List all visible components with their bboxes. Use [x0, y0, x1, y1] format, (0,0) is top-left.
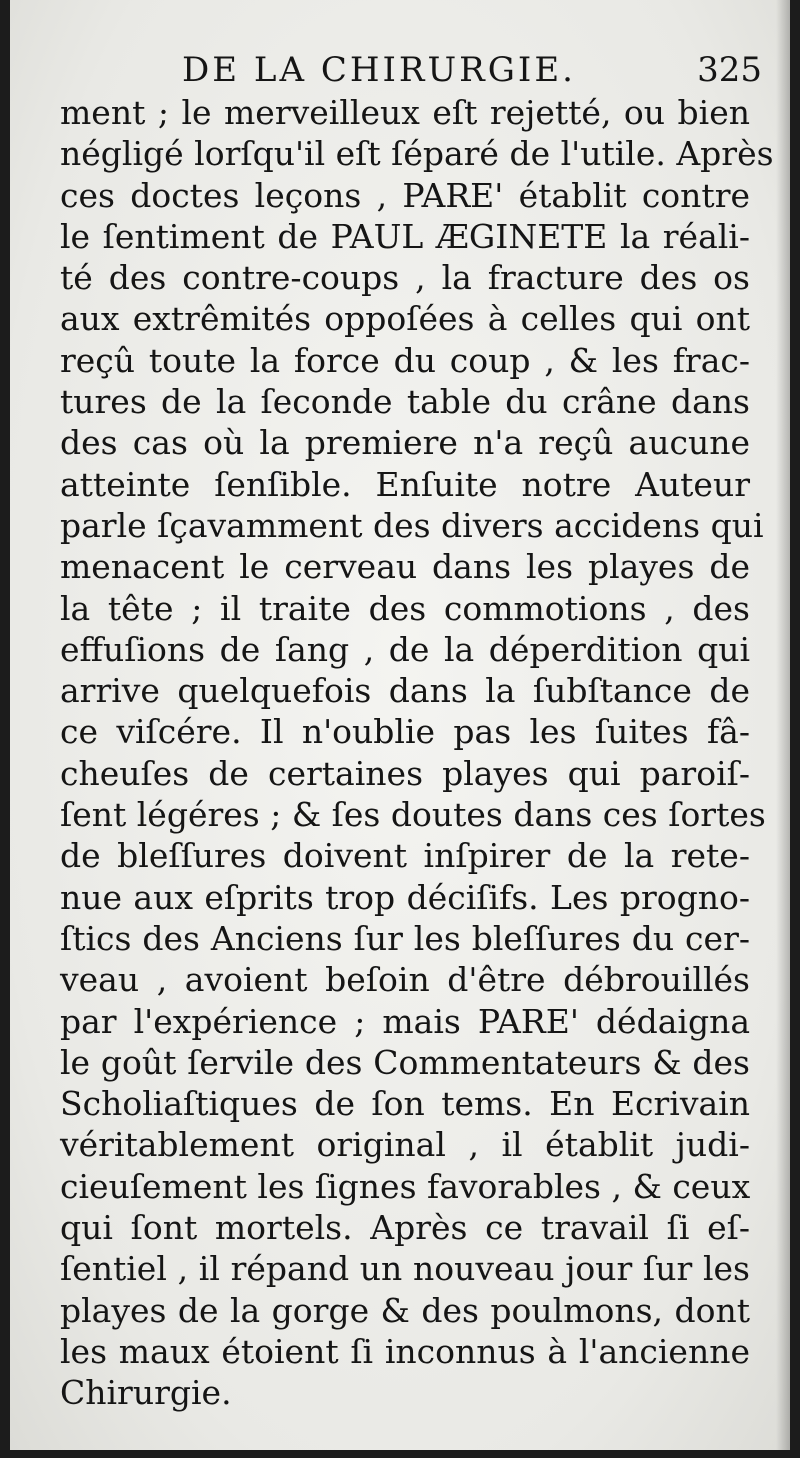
body-text: [60, 92, 774, 1414]
text-line: té des contre-coups , la fracture des os: [60, 258, 750, 298]
text-line: ce viſcére. Il n'oublie pas les ſuites fâ-: [60, 712, 750, 752]
text-line: les maux étoient ſi inconnus à l'ancienne: [60, 1331, 750, 1371]
page-edge-shadow: [776, 0, 790, 1450]
text-line: veau , avoient beſoin d'être débrouillés: [60, 960, 750, 1000]
text-line: Chirurgie.: [60, 1373, 232, 1413]
text-line: négligé lorſqu'il eſt ſéparé de l'utile. Après: [60, 134, 774, 174]
text-line: ſent légéres ; & ſes doutes dans ces ſortes: [60, 795, 766, 835]
text-line: des cas où la premiere n'a reçû aucune: [60, 423, 750, 463]
text-line: ſentiel , il répand un nouveau jour ſur les: [60, 1249, 750, 1289]
text-line: menacent le cerveau dans les playes de: [60, 547, 750, 587]
page-number: 325: [697, 50, 762, 90]
text-line: le ſentiment de PAUL ÆGINETE la réali-: [60, 216, 750, 256]
running-title: DE LA CHIRURGIE.: [182, 50, 576, 90]
text-line: ment ; le merveilleux eſt rejetté, ou bien: [60, 93, 750, 132]
text-line: parle ſçavamment des divers accidens qui: [60, 505, 764, 545]
text-line: ces doctes leçons , PARE' établit contre: [60, 175, 750, 215]
text-line: le goût ſervile des Commentateurs & des: [60, 1042, 750, 1082]
text-line: cieuſement les ſignes favorables , & ceux: [60, 1166, 751, 1206]
text-line: ſtics des Anciens ſur les bleſſures du cer-: [60, 918, 750, 958]
text-line: qui ſont mortels. Après ce travail ſi eſ-: [60, 1208, 750, 1248]
text-line: effuſions de ſang , de la déperdition qui: [60, 629, 750, 669]
text-line: véritablement original , il établit judi-: [60, 1125, 750, 1165]
text-line: cheuſes de certaines playes qui paroiſ-: [60, 753, 750, 793]
book-page: [10, 0, 790, 1450]
text-line: playes de la gorge & des poulmons, dont: [60, 1290, 750, 1330]
page-header: [182, 44, 762, 94]
text-line: nue aux eſprits trop déciſifs. Les progno-: [60, 877, 750, 917]
text-line: arrive quelquefois dans la ſubſtance de: [60, 671, 750, 711]
text-line: par l'expérience ; mais PARE' dédaigna: [60, 1001, 750, 1041]
text-line: de bleſſures doivent inſpirer de la rete-: [60, 836, 750, 876]
text-line: reçû toute la force du coup , & les frac-: [60, 340, 750, 380]
text-line: Scholiaſtiques de ſon tems. En Ecrivain: [60, 1084, 750, 1124]
text-line: la tête ; il traite des commotions , des: [60, 588, 750, 628]
text-line: aux extrêmités oppoſées à celles qui ont: [60, 299, 750, 339]
text-line: atteinte ſenſible. Enſuite notre Auteur: [60, 464, 750, 504]
text-line: tures de la ſeconde table du crâne dans: [60, 382, 750, 422]
